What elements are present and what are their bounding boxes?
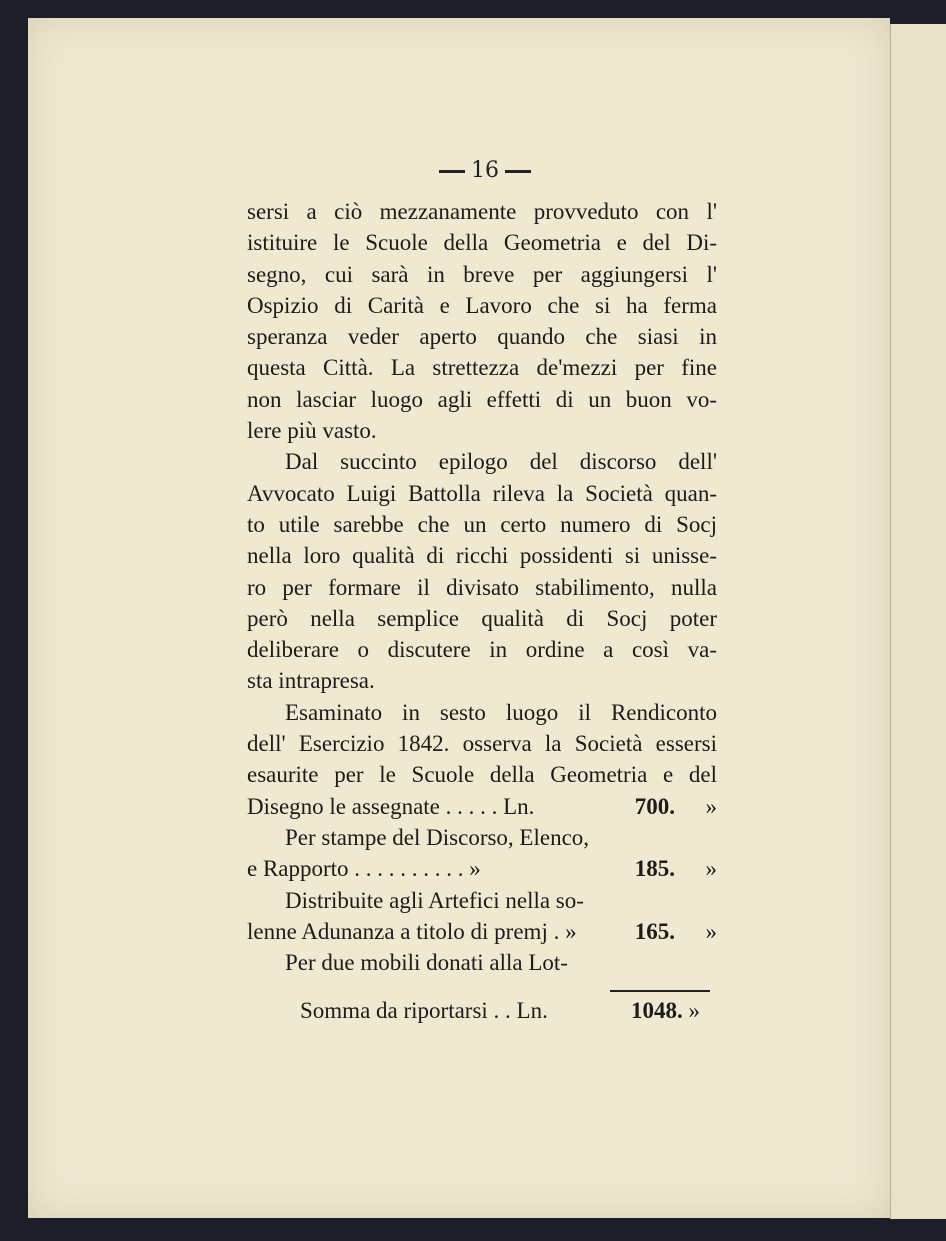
text-line: Dal succinto epilogo del discorso dell' (285, 449, 717, 475)
text-line: ro per formare il divisato stabilimento, nulla (247, 574, 717, 600)
text-line: deliberare o discutere in ordine a così va- (247, 637, 717, 663)
text-line: speranza veder aperto quando che siasi in (247, 324, 717, 350)
text-line: sersi a ciò mezzanamente provveduto con l' (247, 199, 717, 224)
text-line: to utile sarebbe che un certo numero di Socj (247, 511, 717, 537)
text-line: nella loro qualità di ricchi possidenti si unisse- (247, 543, 717, 569)
text-line: questa Città. La strettezza de'mezzi per fine (247, 355, 717, 381)
page-number: 16 (430, 158, 540, 183)
total-row (300, 998, 700, 1024)
text-line: istituire le Scuole della Geometria e del Di- (247, 230, 717, 256)
total-amount: 1048. » (631, 998, 700, 1023)
text-line: Avvocato Luigi Battolla rileva la Società quan- (247, 480, 717, 506)
body-text (247, 196, 717, 978)
text-line: lere più vasto. (247, 418, 377, 444)
text-line: sta intrapresa. (247, 668, 375, 694)
text-line: dell' Esercizio 1842. osserva la Società essersi (247, 731, 717, 757)
text-line: non lasciar luogo agli effetti di un buon vo- (247, 386, 717, 412)
text-line: Ospizio di Carità e Lavoro che si ha ferma (247, 292, 717, 318)
ledger-row: Per due mobili donati alla Lot- (285, 950, 568, 976)
text-line: Esaminato in sesto luogo il Rendiconto (285, 699, 717, 725)
total-label: Somma da riportarsi . . Ln. (300, 998, 548, 1023)
facing-page-edge (890, 24, 946, 1219)
ledger-row: Distribuite agli Artefici nella so- (285, 887, 584, 913)
text-line: segno, cui sarà in breve per aggiungersi l' (247, 261, 717, 287)
sum-rule (610, 990, 710, 992)
ledger-row: Per stampe del Discorso, Elenco, (285, 824, 590, 850)
ledger-row: lenne Adunanza a titolo di premj . » 165. » (247, 918, 717, 944)
ledger-row: e Rapporto . . . . . . . . . . » 185. » (247, 856, 717, 882)
ledger-row: Disegno le assegnate . . . . . Ln. 700. » (247, 793, 717, 819)
text-line: però nella semplice qualità di Socj poter (247, 605, 717, 631)
text-line: esaurite per le Scuole della Geometria e del (247, 762, 717, 788)
